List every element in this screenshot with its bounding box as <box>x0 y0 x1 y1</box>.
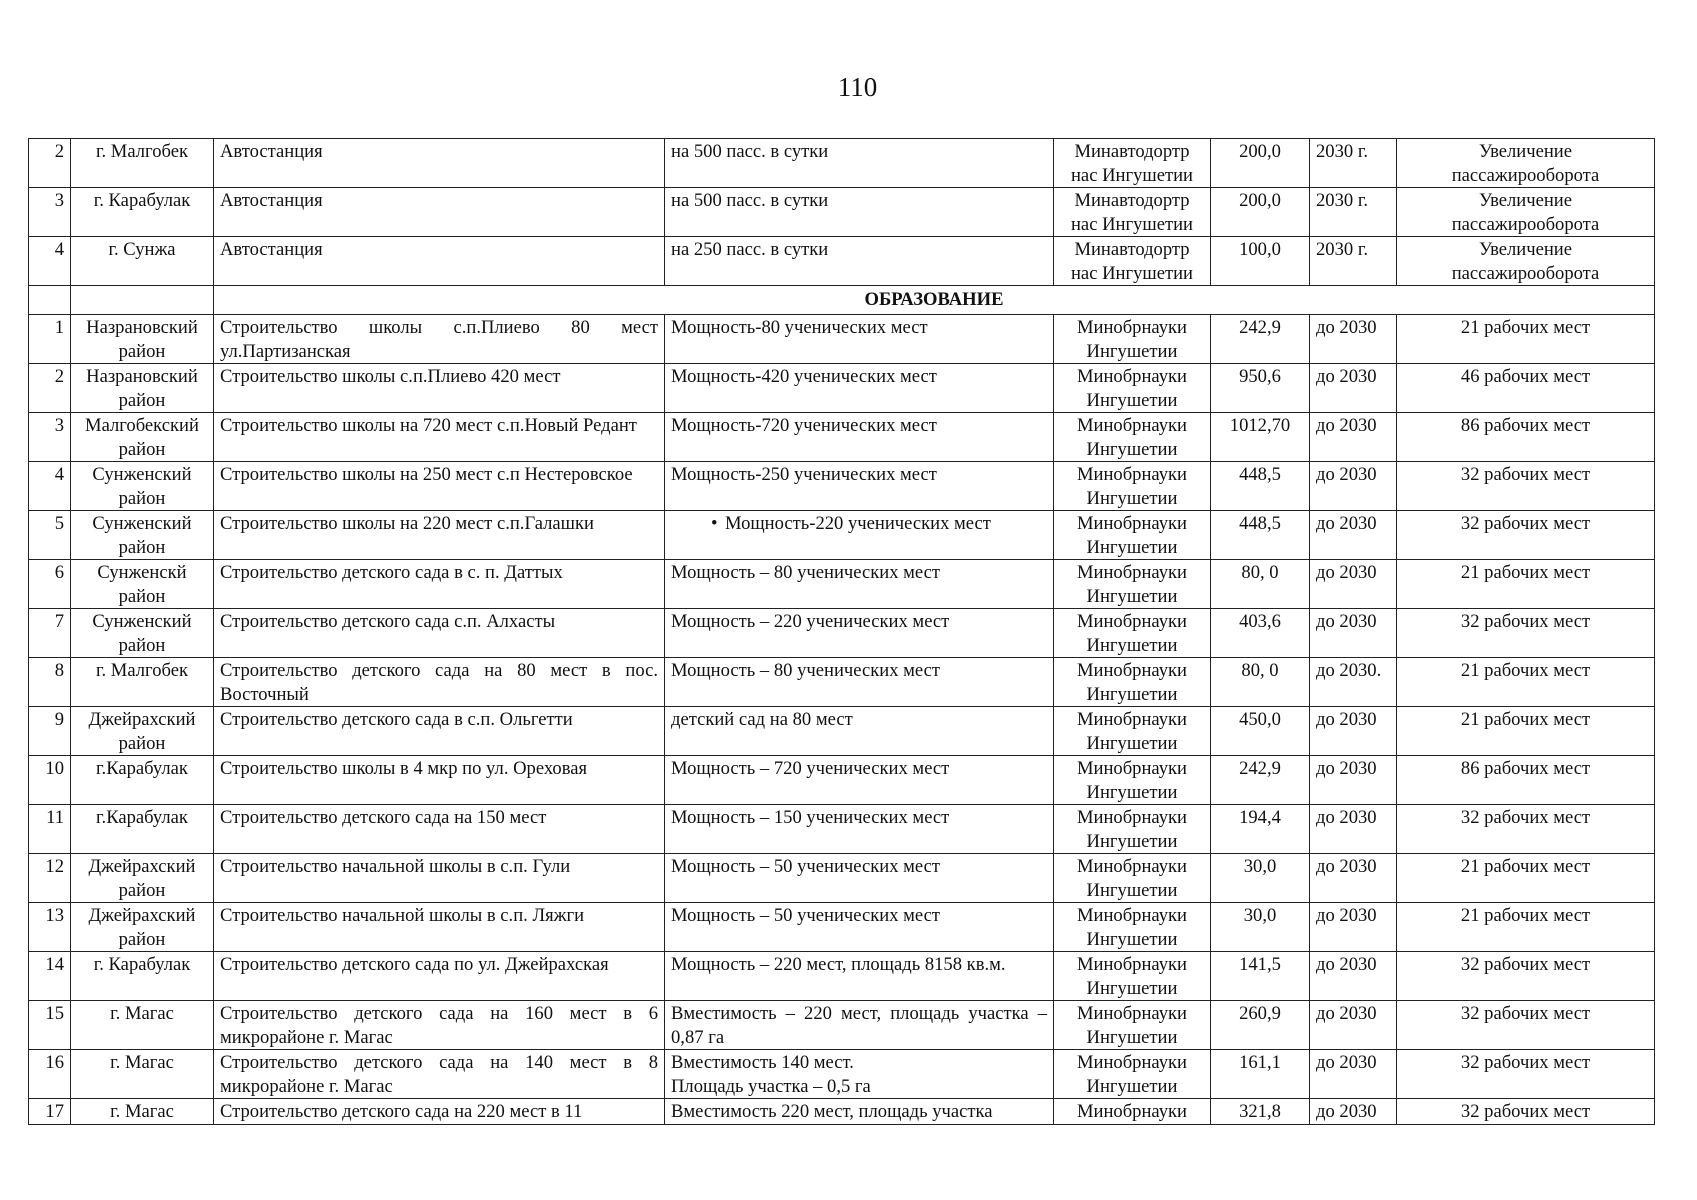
row-project-name: Строительство школы на 250 мест с.п Нестеровское <box>214 462 665 511</box>
row-deadline: 2030 г. <box>1310 188 1397 237</box>
row-number: 1 <box>29 315 71 364</box>
row-cost: 950,6 <box>1211 364 1310 413</box>
row-responsible-org: Минобрнауки Ингушетии <box>1054 658 1211 707</box>
row-location: Сунженскй район <box>71 560 214 609</box>
row-cost: 450,0 <box>1211 707 1310 756</box>
row-location: г. Сунжа <box>71 237 214 286</box>
row-project-name: Строительство детского сада на 220 мест в 11 <box>214 1099 665 1125</box>
section-num-cell <box>29 286 71 315</box>
row-number: 14 <box>29 952 71 1001</box>
row-effect: 32 рабочих мест <box>1397 462 1655 511</box>
row-cost: 403,6 <box>1211 609 1310 658</box>
row-location: г. Магас <box>71 1099 214 1125</box>
row-responsible-org: Минобрнауки <box>1054 1099 1211 1125</box>
row-deadline: до 2030 <box>1310 511 1397 560</box>
row-specification: Мощность – 50 ученических мест <box>665 854 1054 903</box>
row-effect: 21 рабочих мест <box>1397 903 1655 952</box>
row-location: г. Карабулак <box>71 952 214 1001</box>
row-project-name: Строительство начальной школы в с.п. Гули <box>214 854 665 903</box>
table-row <box>29 903 1655 952</box>
row-responsible-org: Минавтодортр нас Ингушетии <box>1054 188 1211 237</box>
row-project-name: Строительство детского сада в с.п. Ольгетти <box>214 707 665 756</box>
row-responsible-org: Минобрнауки Ингушетии <box>1054 707 1211 756</box>
row-project-name: Строительство детского сада на 150 мест <box>214 805 665 854</box>
row-specification: детский сад на 80 мест <box>665 707 1054 756</box>
row-project-name: Строительство школы в 4 мкр по ул. Ореховая <box>214 756 665 805</box>
row-cost: 200,0 <box>1211 188 1310 237</box>
row-responsible-org: Минобрнауки Ингушетии <box>1054 511 1211 560</box>
row-effect: Увеличение пассажирооборота <box>1397 188 1655 237</box>
row-specification: Мощность – 80 ученических мест <box>665 658 1054 707</box>
table-row <box>29 139 1655 188</box>
row-specification: Вместимость – 220 мест, площадь участка – 0,87 га <box>665 1001 1054 1050</box>
row-cost: 260,9 <box>1211 1001 1310 1050</box>
row-effect: 21 рабочих мест <box>1397 560 1655 609</box>
row-number: 17 <box>29 1099 71 1125</box>
row-specification <box>665 511 1054 560</box>
row-project-name: Строительство детского сада на 160 мест в 6 микрорайоне г. Магас <box>214 1001 665 1050</box>
row-effect: 86 рабочих мест <box>1397 413 1655 462</box>
row-number: 2 <box>29 139 71 188</box>
row-deadline: до 2030 <box>1310 854 1397 903</box>
row-number: 4 <box>29 237 71 286</box>
row-deadline: до 2030 <box>1310 1099 1397 1125</box>
row-responsible-org: Минобрнауки Ингушетии <box>1054 1050 1211 1099</box>
row-deadline: до 2030 <box>1310 707 1397 756</box>
row-specification: Мощность-720 ученических мест <box>665 413 1054 462</box>
row-deadline: до 2030 <box>1310 609 1397 658</box>
row-location: г. Малгобек <box>71 139 214 188</box>
row-responsible-org: Минобрнауки Ингушетии <box>1054 609 1211 658</box>
row-project-name: Строительство детского сада с.п. Алхасты <box>214 609 665 658</box>
table-row <box>29 756 1655 805</box>
row-responsible-org: Минобрнауки Ингушетии <box>1054 756 1211 805</box>
education-header <box>29 286 1655 315</box>
row-number: 7 <box>29 609 71 658</box>
table-row <box>29 707 1655 756</box>
row-specification: Мощность-250 ученических мест <box>665 462 1054 511</box>
row-cost: 242,9 <box>1211 315 1310 364</box>
row-deadline: 2030 г. <box>1310 139 1397 188</box>
row-number: 2 <box>29 364 71 413</box>
row-specification: Мощность – 720 ученических мест <box>665 756 1054 805</box>
row-location: Джейрахский район <box>71 903 214 952</box>
row-project-name: Автостанция <box>214 139 665 188</box>
bulleted-spec <box>671 512 1047 536</box>
row-cost: 80, 0 <box>1211 560 1310 609</box>
row-location: г. Магас <box>71 1050 214 1099</box>
last-row-section <box>29 1099 1655 1125</box>
row-deadline: до 2030 <box>1310 364 1397 413</box>
row-effect: 32 рабочих мест <box>1397 609 1655 658</box>
row-effect: 32 рабочих мест <box>1397 1099 1655 1125</box>
row-effect: 21 рабочих мест <box>1397 315 1655 364</box>
row-location: г. Карабулак <box>71 188 214 237</box>
row-project-name: Строительство школы с.п.Плиево 80 мест ул.Партизанская <box>214 315 665 364</box>
row-specification: на 500 пасс. в сутки <box>665 188 1054 237</box>
row-responsible-org: Минобрнауки Ингушетии <box>1054 952 1211 1001</box>
row-location: Назрановский район <box>71 364 214 413</box>
row-cost: 80, 0 <box>1211 658 1310 707</box>
row-deadline: до 2030 <box>1310 315 1397 364</box>
row-effect: 21 рабочих мест <box>1397 658 1655 707</box>
row-deadline: до 2030 <box>1310 462 1397 511</box>
row-deadline: до 2030 <box>1310 805 1397 854</box>
row-cost: 141,5 <box>1211 952 1310 1001</box>
row-effect: 21 рабочих мест <box>1397 854 1655 903</box>
row-effect: 46 рабочих мест <box>1397 364 1655 413</box>
row-specification: Мощность – 50 ученических мест <box>665 903 1054 952</box>
projects-table <box>28 138 1655 1125</box>
row-responsible-org: Минобрнауки Ингушетии <box>1054 462 1211 511</box>
row-cost: 448,5 <box>1211 511 1310 560</box>
row-project-name: Строительство школы на 720 мест с.п.Новый Редант <box>214 413 665 462</box>
row-cost: 30,0 <box>1211 903 1310 952</box>
section-title: ОБРАЗОВАНИЕ <box>214 286 1655 315</box>
table-row <box>29 1099 1655 1125</box>
row-location: Джейрахский район <box>71 707 214 756</box>
row-specification: на 250 пасс. в сутки <box>665 237 1054 286</box>
row-deadline: до 2030 <box>1310 413 1397 462</box>
row-responsible-org: Минобрнауки Ингушетии <box>1054 413 1211 462</box>
table-row <box>29 237 1655 286</box>
row-number: 4 <box>29 462 71 511</box>
row-deadline: 2030 г. <box>1310 237 1397 286</box>
row-specification: на 500 пасс. в сутки <box>665 139 1054 188</box>
row-number: 12 <box>29 854 71 903</box>
row-responsible-org: Минобрнауки Ингушетии <box>1054 805 1211 854</box>
row-responsible-org: Минобрнауки Ингушетии <box>1054 903 1211 952</box>
table-row <box>29 658 1655 707</box>
row-specification: Мощность – 220 мест, площадь 8158 кв.м. <box>665 952 1054 1001</box>
table-row <box>29 854 1655 903</box>
row-cost: 242,9 <box>1211 756 1310 805</box>
row-location: г.Карабулак <box>71 756 214 805</box>
row-number: 11 <box>29 805 71 854</box>
row-number: 9 <box>29 707 71 756</box>
row-deadline: до 2030 <box>1310 756 1397 805</box>
row-deadline: до 2030 <box>1310 1001 1397 1050</box>
row-cost: 194,4 <box>1211 805 1310 854</box>
table-row <box>29 609 1655 658</box>
row-deadline: до 2030. <box>1310 658 1397 707</box>
table-row <box>29 805 1655 854</box>
table-row <box>29 1001 1655 1050</box>
row-deadline: до 2030 <box>1310 1050 1397 1099</box>
row-specification: Вместимость 140 мест. Площадь участка – 0,5 га <box>665 1050 1054 1099</box>
row-effect: Увеличение пассажирооборота <box>1397 237 1655 286</box>
row-responsible-org: Минавтодортр нас Ингушетии <box>1054 139 1211 188</box>
row-location: Джейрахский район <box>71 854 214 903</box>
row-deadline: до 2030 <box>1310 903 1397 952</box>
table-row <box>29 462 1655 511</box>
education-section <box>29 315 1655 1099</box>
row-effect: 32 рабочих мест <box>1397 1001 1655 1050</box>
row-responsible-org: Минобрнауки Ингушетии <box>1054 315 1211 364</box>
row-number: 5 <box>29 511 71 560</box>
row-project-name: Автостанция <box>214 237 665 286</box>
row-location: Назрановский район <box>71 315 214 364</box>
row-effect: 86 рабочих мест <box>1397 756 1655 805</box>
row-cost: 1012,70 <box>1211 413 1310 462</box>
row-cost: 100,0 <box>1211 237 1310 286</box>
row-location: Сунженский район <box>71 462 214 511</box>
page-number: 110 <box>837 72 878 102</box>
row-location: Малгобекский район <box>71 413 214 462</box>
row-location: г. Малгобек <box>71 658 214 707</box>
row-project-name: Строительство детского сада по ул. Джейрахская <box>214 952 665 1001</box>
row-cost: 448,5 <box>1211 462 1310 511</box>
row-specification: Вместимость 220 мест, площадь участка <box>665 1099 1054 1125</box>
row-effect: 32 рабочих мест <box>1397 511 1655 560</box>
section-row <box>29 286 1655 315</box>
row-deadline: до 2030 <box>1310 952 1397 1001</box>
row-specification: Мощность-80 ученических мест <box>665 315 1054 364</box>
transport-section <box>29 139 1655 286</box>
table-row <box>29 188 1655 237</box>
row-number: 15 <box>29 1001 71 1050</box>
row-number: 8 <box>29 658 71 707</box>
row-effect: Увеличение пассажирооборота <box>1397 139 1655 188</box>
row-effect: 32 рабочих мест <box>1397 805 1655 854</box>
row-project-name: Автостанция <box>214 188 665 237</box>
row-effect: 32 рабочих мест <box>1397 1050 1655 1099</box>
row-responsible-org: Минобрнауки Ингушетии <box>1054 854 1211 903</box>
section-loc-cell <box>71 286 214 315</box>
row-project-name: Строительство школы на 220 мест с.п.Галашки <box>214 511 665 560</box>
row-project-name: Строительство школы с.п.Плиево 420 мест <box>214 364 665 413</box>
row-specification: Мощность – 220 ученических мест <box>665 609 1054 658</box>
row-project-name: Строительство начальной школы в с.п. Ляжги <box>214 903 665 952</box>
row-location: Сунженский район <box>71 609 214 658</box>
row-location: Сунженский район <box>71 511 214 560</box>
row-number: 3 <box>29 413 71 462</box>
bulleted-spec-text: Мощность-220 ученических мест <box>725 513 991 534</box>
row-number: 6 <box>29 560 71 609</box>
table-row <box>29 364 1655 413</box>
row-cost: 321,8 <box>1211 1099 1310 1125</box>
row-responsible-org: Минавтодортр нас Ингушетии <box>1054 237 1211 286</box>
row-cost: 30,0 <box>1211 854 1310 903</box>
row-specification: Мощность-420 ученических мест <box>665 364 1054 413</box>
row-location: г.Карабулак <box>71 805 214 854</box>
table-row <box>29 952 1655 1001</box>
table-row <box>29 315 1655 364</box>
row-specification: Мощность – 150 ученических мест <box>665 805 1054 854</box>
row-cost: 200,0 <box>1211 139 1310 188</box>
row-specification: Мощность – 80 ученических мест <box>665 560 1054 609</box>
table-row <box>29 560 1655 609</box>
row-project-name: Строительство детского сада на 140 мест в 8 микрорайоне г. Магас <box>214 1050 665 1099</box>
row-responsible-org: Минобрнауки Ингушетии <box>1054 364 1211 413</box>
row-number: 10 <box>29 756 71 805</box>
row-deadline: до 2030 <box>1310 560 1397 609</box>
table-row <box>29 511 1655 560</box>
row-cost: 161,1 <box>1211 1050 1310 1099</box>
row-responsible-org: Минобрнауки Ингушетии <box>1054 560 1211 609</box>
row-location: г. Магас <box>71 1001 214 1050</box>
row-project-name: Строительство детского сада на 80 мест в пос. Восточный <box>214 658 665 707</box>
row-number: 16 <box>29 1050 71 1099</box>
table-row <box>29 413 1655 462</box>
table-row <box>29 1050 1655 1099</box>
row-responsible-org: Минобрнауки Ингушетии <box>1054 1001 1211 1050</box>
row-number: 13 <box>29 903 71 952</box>
row-project-name: Строительство детского сада в с. п. Даттых <box>214 560 665 609</box>
row-number: 3 <box>29 188 71 237</box>
row-effect: 32 рабочих мест <box>1397 952 1655 1001</box>
row-effect: 21 рабочих мест <box>1397 707 1655 756</box>
